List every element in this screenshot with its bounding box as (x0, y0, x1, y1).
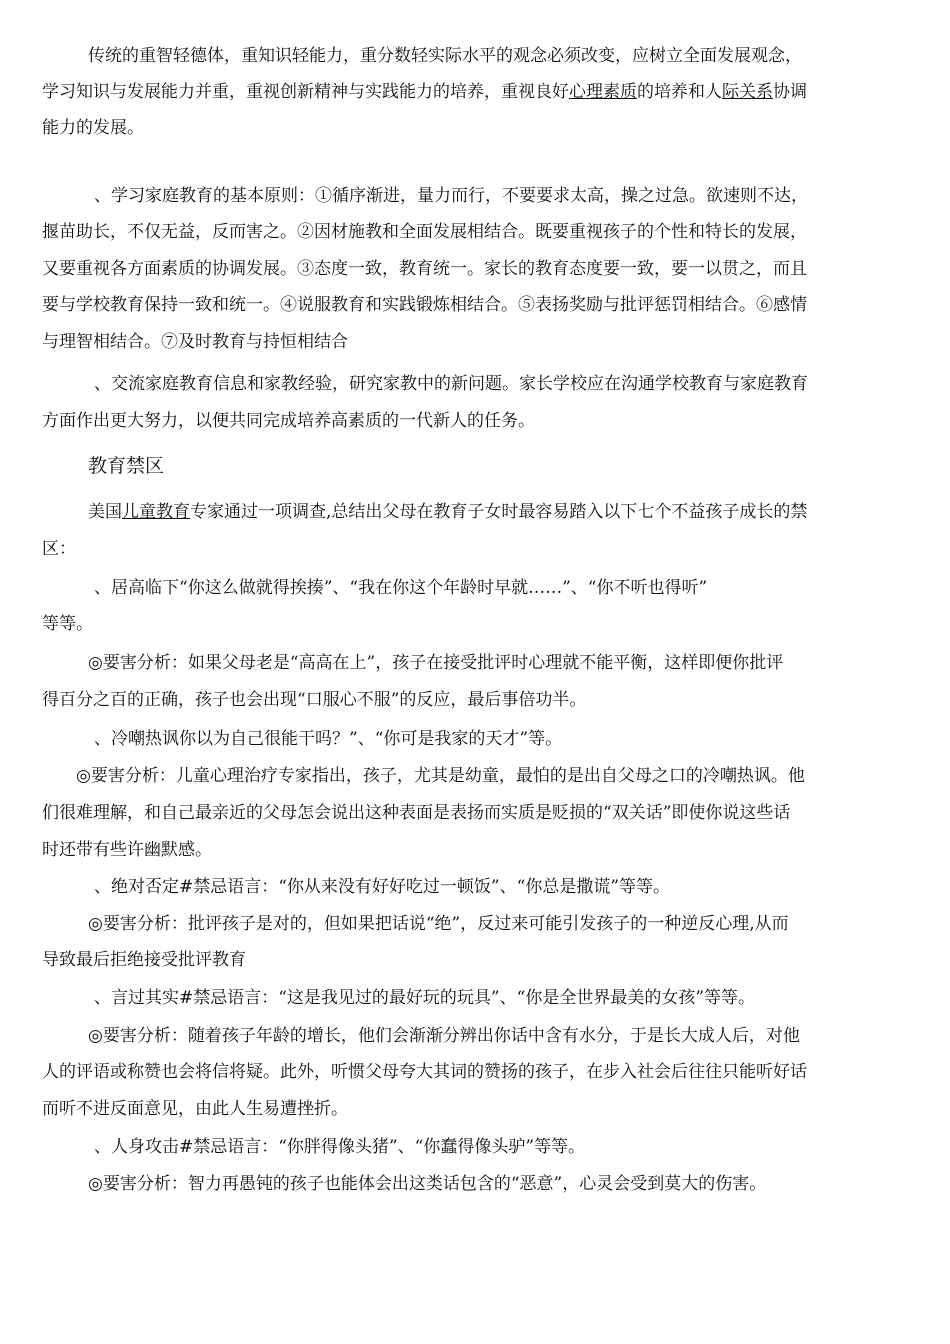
item-1-line-2: 等等。 (42, 614, 93, 634)
item-1-analysis-line-2: 得百分之百的正确，孩子也会出现“口服心不服”的反应，最后事倍功半。 (42, 690, 587, 710)
item-3-analysis-line-2: 导致最后拒绝接受批评教育 (42, 950, 246, 970)
para-1-line-1: 传统的重智轻德体，重知识轻能力，重分数轻实际水平的观念必须改变，应树立全面发展观念， (88, 46, 802, 66)
item-5-line-1: 、人身攻击#禁忌语言：“你胖得像头猪”、“你蠢得像头驴”等等。 (94, 1137, 586, 1157)
section-heading: 教育禁区 (88, 455, 165, 477)
item-2-analysis-line-2: 们很难理解，和自己最亲近的父母怎会说出这种表面是表扬而实质是贬损的“双关话”即使你说这些话 (42, 803, 791, 823)
item-1-analysis-line-1: ◎要害分析：如果父母老是“高高在上”，孩子在接受批评时心理就不能平衡，这样即便你批评 (88, 653, 784, 673)
item-3-line-1: 、绝对否定#禁忌语言：“你从来没有好好吃过一顿饭”、“你总是撒谎”等等。 (94, 877, 671, 897)
item-1-line-1: 、居高临下“你这么做就得挨揍”、“我在你这个年龄时早就……”、“你不听也得听” (94, 578, 708, 598)
para-2-line-1: 、学习家庭教育的基本原则：①循序渐进，量力而行，不要要求太高，操之过急。欲速则不达， (94, 186, 808, 206)
item-4-analysis-line-3: 而听不进反面意见，由此人生易遭挫折。 (42, 1099, 348, 1119)
item-2-analysis-line-3: 时还带有些许幽默感。 (42, 840, 212, 860)
link-psychological-quality[interactable]: 心理素质 (569, 82, 637, 102)
link-child-education[interactable]: 儿童教育 (122, 502, 190, 522)
item-4-analysis-line-2: 人的评语或称赞也会将信将疑。此外，听惯父母夸大其词的赞扬的孩子，在步入社会后往往只能听好话 (42, 1062, 807, 1082)
item-4-analysis-line-1: ◎要害分析：随着孩子年龄的增长，他们会渐渐分辨出你话中含有水分，于是长大成人后，对他 (88, 1026, 800, 1046)
para-4-line-2: 区： (42, 539, 76, 559)
para-2-line-2: 揠苗助长，不仅无益，反而害之。②因材施教和全面发展相结合。既要重视孩子的个性和特长的发展， (42, 222, 807, 242)
item-2-analysis-line-1: ◎要害分析：儿童心理治疗专家指出，孩子，尤其是幼童，最怕的是出自父母之口的冷嘲热讽。他 (76, 766, 805, 786)
para-3-line-1: 、交流家庭教育信息和家教经验，研究家教中的新问题。家长学校应在沟通学校教育与家庭教育 (94, 374, 808, 394)
para-1-line-2: 学习知识与发展能力并重，重视创新精神与实践能力的培养，重视良好心理素质的培养和人际关系协调 (42, 82, 807, 102)
item-5-analysis-line-1: ◎要害分析：智力再愚钝的孩子也能体会出这类话包含的“恶意”，心灵会受到莫大的伤害。 (88, 1174, 767, 1194)
para-1-line-3: 能力的发展。 (42, 118, 144, 138)
para-4-line-1: 美国儿童教育专家通过一项调查,总结出父母在教育子女时最容易踏入以下七个不益孩子成长的禁 (88, 502, 808, 522)
para-2-line-4: 要与学校教育保持一致和统一。④说服教育和实践锻炼相结合。⑤表扬奖励与批评惩罚相结合。⑥感情 (42, 295, 807, 315)
para-2-line-5: 与理智相结合。⑦及时教育与持恒相结合 (42, 332, 348, 352)
link-interpersonal-relations[interactable]: 际关系 (722, 82, 773, 102)
item-4-line-1: 、言过其实#禁忌语言：“这是我见过的最好玩的玩具”、“你是全世界最美的女孩”等等。 (94, 988, 756, 1008)
item-3-analysis-line-1: ◎要害分析：批评孩子是对的，但如果把话说“绝”，反过来可能引发孩子的一种逆反心理,从而 (88, 914, 789, 934)
item-2-line-1: 、冷嘲热讽你以为自己很能干吗？”、“你可是我家的天才”等。 (94, 729, 563, 749)
para-3-line-2: 方面作出更大努力，以便共同完成培养高素质的一代新人的任务。 (42, 411, 535, 431)
para-2-line-3: 又要重视各方面素质的协调发展。③态度一致，教育统一。家长的教育态度要一致，要一以贯之，而且 (42, 259, 807, 279)
